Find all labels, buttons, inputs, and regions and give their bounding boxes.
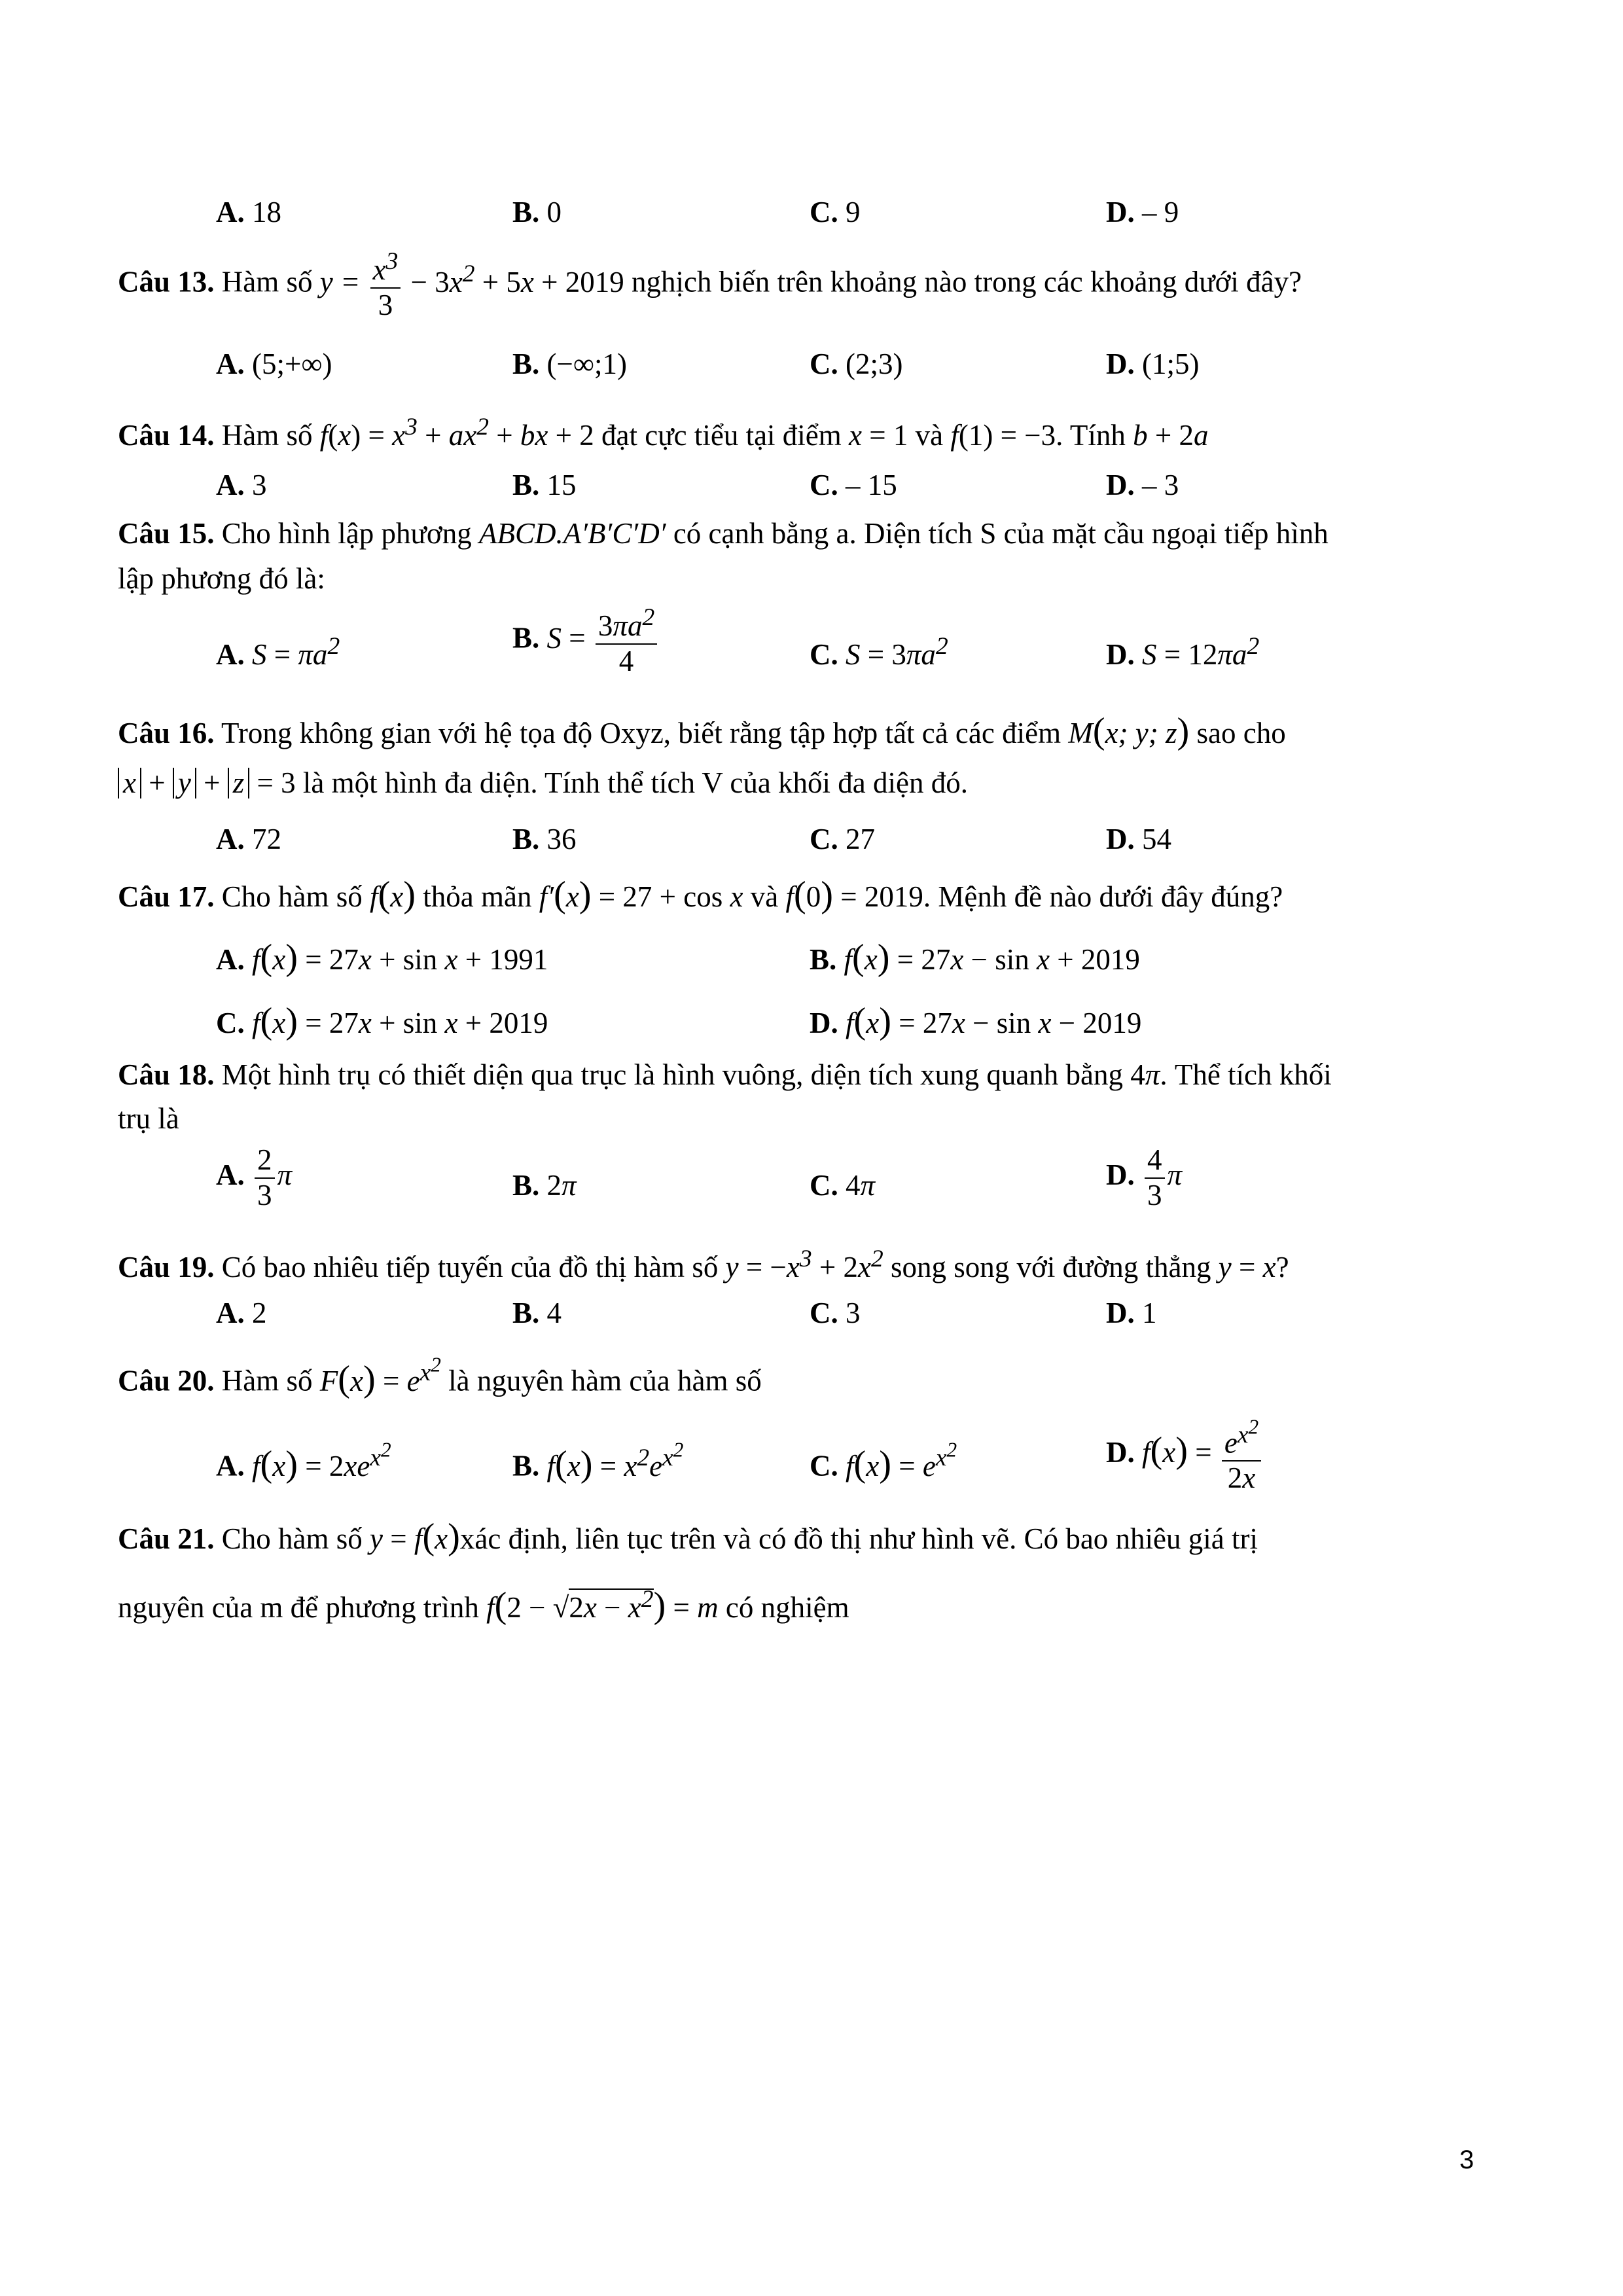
stem-text: Trong không gian với hệ tọa độ Oxyz, biết rằng tập hợp tất cả các điểm [221,717,1061,749]
q20-stem [118,1354,762,1399]
option-label: A. [216,348,245,380]
option-label: A. [216,196,245,228]
option-text: 3 [846,1297,861,1329]
stem-text: Một hình trụ có thiết diện qua trục là hình vuông, diện tích xung quanh bằng [221,1058,1124,1091]
q20-option-c [810,1439,957,1484]
option-formula: $S = 12\pi a^2$ [1142,633,1260,671]
q14-option-d [1106,469,1179,502]
stem-text: là một hình đa diện. Tính thể tích V của khối đa diện đó. [302,766,968,799]
option-label: C. [216,1007,245,1039]
option-label: D. [1106,469,1135,501]
option-label: C. [810,823,838,855]
option-text: 1 [1142,1297,1157,1329]
derivative-formula: f′(x) = 27 + cos x [539,874,743,915]
q14-option-b [512,469,577,502]
q17-option-c [216,1001,548,1042]
q14-point-formula: x = 1 [849,419,908,452]
option-formula: $\frac{4}{3}$ π [1142,1158,1182,1191]
option-label: B. [512,823,540,855]
option-label: D. [1106,638,1135,671]
option-text: (2;3) [846,348,903,380]
q17-option-d [810,1001,1141,1042]
q16-stem-line2 [118,767,968,800]
option-label: A. [216,638,245,671]
point-formula: M(x; y; z) [1068,711,1190,751]
option-text: – 9 [1142,196,1179,228]
q18-stem-line1 [118,1059,1332,1092]
option-text: 9 [846,196,861,228]
stem-text: Cho hàm số [221,1522,363,1555]
option-label: B. [512,196,540,228]
option-text: 18 [252,196,281,228]
q13-option-d [1106,348,1199,381]
option-label: B. [512,621,540,655]
q18-option-a [216,1143,292,1213]
option-text: 4 [546,1297,562,1329]
curve-formula: $y = -x^3 + 2x^2$ [725,1246,883,1283]
q13-stem [118,247,1302,323]
function-name: f(x) [370,874,416,915]
q14-function-formula: $f(x) = x^3 + ax^2$ + bx + 2 [319,414,594,452]
stem-text: song song với đường thẳng [891,1251,1211,1283]
q19-option-c [810,1297,861,1330]
question-label: Câu 18. [118,1058,215,1091]
question-label: Câu 17. [118,880,215,913]
q15-option-d [1106,633,1259,672]
question-label: Câu 13. [118,265,215,298]
option-formula: S = $\frac{3\pi a^2}{4}$ [547,622,660,655]
q13-option-a [216,348,332,381]
function-formula: y = f(x) [370,1516,460,1557]
option-label: C. [810,469,838,501]
option-label: C. [810,1169,838,1202]
stem-text: có nghiệm [725,1591,849,1624]
stem-text: là nguyên hàm của hàm số [448,1364,762,1397]
option-label: D. [1106,1158,1135,1192]
option-text: – 15 [846,469,897,501]
q12-option-c [810,196,861,229]
option-formula: f(x) = 27x + sin x + 2019 [252,1001,548,1041]
q18-option-b [512,1170,577,1202]
q16-stem-line1 [118,711,1286,752]
option-label: B. [512,1297,540,1329]
q17-option-b [810,938,1140,978]
q20-option-a [216,1439,391,1484]
option-text: (−∞;1) [546,348,627,380]
q13-option-b [512,348,627,381]
option-label: C. [810,1297,838,1329]
option-formula: $S = 3\pi a^2$ [846,633,948,671]
option-label: A. [216,1297,245,1329]
option-text: 0 [546,196,562,228]
option-label: B. [512,469,540,501]
option-text: (5;+∞) [252,348,332,380]
option-formula: $f(x) = x^2e^{x^2}$ [546,1438,684,1484]
q20-option-b [512,1439,683,1484]
option-label: A. [216,823,245,855]
option-text: 72 [252,823,281,855]
stem-text: sao cho [1196,717,1286,749]
page-number: 3 [1459,2145,1474,2174]
primitive-formula: $F(x) = e^{x^2}$ [319,1353,441,1399]
option-formula: 4π [846,1169,876,1202]
option-text: 54 [1142,823,1171,855]
option-text: – 3 [1142,469,1179,501]
option-label: B. [810,943,837,976]
q13-option-c [810,348,902,381]
question-label: Câu 14. [118,419,215,452]
initial-value-formula: f(0) = 2019. [785,874,931,915]
stem-text: Cho hình lập phương [221,517,472,550]
option-label: B. [512,348,540,380]
option-text: 3 [252,469,267,501]
abs-sum-formula: x + y + z = 3 [118,766,296,799]
option-text: 27 [846,823,875,855]
option-label: A. [216,1449,245,1482]
option-label: B. [512,1449,540,1482]
option-formula: $S = \pi a^2$ [252,633,340,671]
q16-option-b [512,823,577,856]
option-label: D. [1106,1297,1135,1329]
option-label: C. [810,638,838,671]
q14-stem [118,414,1208,452]
option-label: A. [216,469,245,501]
q14-option-a [216,469,267,502]
option-label: A. [216,1158,245,1192]
stem-text: Tính [1069,419,1126,452]
q16-option-d [1106,823,1171,856]
question-label: Câu 15. [118,517,215,550]
option-formula: 2π [546,1169,577,1202]
option-text: 15 [546,469,577,501]
question-label: Câu 19. [118,1251,215,1283]
option-label: C. [810,1449,838,1482]
stem-text: xác định, liên tục trên và có đồ thị như hình vẽ. Có bao nhiêu giá trị [459,1522,1258,1555]
option-label: A. [216,943,245,976]
stem-text: thỏa mãn [423,880,532,913]
stem-text: nguyên của m để phương trình [118,1591,479,1624]
option-formula: f(x) = 27x + sin x + 1991 [252,937,548,978]
q21-stem-line2 [118,1586,849,1626]
q19-stem [118,1246,1289,1284]
option-label: D. [1106,1435,1135,1469]
q15-stem-line2: lập phương đó là: [118,562,325,595]
option-text: (1;5) [1142,348,1200,380]
q15-option-c [810,633,948,672]
option-formula: f(x) = 27x − sin x − 2019 [846,1001,1142,1041]
option-label: D. [1106,348,1135,380]
option-label: C. [810,196,838,228]
option-formula: $\frac{2}{3}$ π [252,1158,292,1191]
q15-option-b [512,603,660,679]
stem-text: đạt cực tiểu tại điểm [601,419,842,452]
q15-stem-line1 [118,518,1329,550]
stem-text: Hàm số [221,265,313,298]
stem-text: Có bao nhiêu tiếp tuyến của đồ thị hàm số [221,1251,719,1283]
q16-option-a [216,823,281,856]
q15-option-a [216,633,340,672]
stem-text: Thể tích khối [1174,1058,1332,1091]
q21-stem-line1 [118,1517,1258,1558]
equation-formula: $f(2 - √2x - x^2) = m$ [486,1585,719,1626]
q12-option-a [216,196,281,229]
option-formula: $f(x) = 2xe^{x^2}$ [252,1438,391,1484]
q19-option-a [216,1297,267,1330]
cube-name: ABCD.A′B′C′D′ [478,517,666,550]
option-label: B. [512,1169,540,1202]
line-formula: y = x? [1218,1251,1289,1283]
q14-option-c [810,469,897,502]
q13-function-formula: y = $\frac{x^3}{3}$ − $3x^2 + 5x + 2019$ [319,248,624,321]
q14-value-formula: f(1) = −3. [950,419,1063,452]
stem-text: và [915,419,944,452]
q18-option-d [1106,1143,1182,1213]
q12-option-d [1106,196,1179,229]
stem-text: Hàm số [221,1364,313,1397]
q16-option-c [810,823,875,856]
q18-stem-line2: trụ là [118,1102,179,1135]
q20-option-d [1106,1415,1264,1496]
option-label: C. [810,348,838,380]
option-text: 2 [252,1297,267,1329]
stem-text: và [750,880,779,913]
option-formula: $f(x) = e^{x^2}$ [846,1438,957,1484]
option-formula: f(x) = $\frac{e^{x^2}}{2x}$ [1142,1436,1264,1469]
stem-text: có cạnh bằng a. Diện tích S của mặt cầu ngoại tiếp hình [673,517,1329,550]
option-label: D. [810,1007,838,1039]
q14-target-formula: b + 2a [1133,419,1209,452]
stem-text: nghịch biến trên khoảng nào trong các khoảng dưới đây? [632,265,1302,298]
option-formula: f(x) = 27x − sin x + 2019 [844,937,1140,978]
q19-option-d [1106,1297,1157,1330]
q18-option-c [810,1170,875,1202]
option-text: 36 [546,823,577,855]
question-label: Câu 20. [118,1364,215,1397]
q19-option-b [512,1297,562,1330]
option-label: D. [1106,196,1135,228]
stem-text: Cho hàm số [221,880,363,913]
q17-stem [118,875,1283,916]
question-label: Câu 16. [118,717,215,749]
stem-text: Hàm số [221,419,313,452]
area-value: 4π. [1130,1058,1168,1091]
stem-text: Mệnh đề nào dưới đây đúng? [938,880,1283,913]
q12-option-b [512,196,562,229]
question-label: Câu 21. [118,1522,215,1555]
option-label: D. [1106,823,1135,855]
q17-option-a [216,938,548,978]
